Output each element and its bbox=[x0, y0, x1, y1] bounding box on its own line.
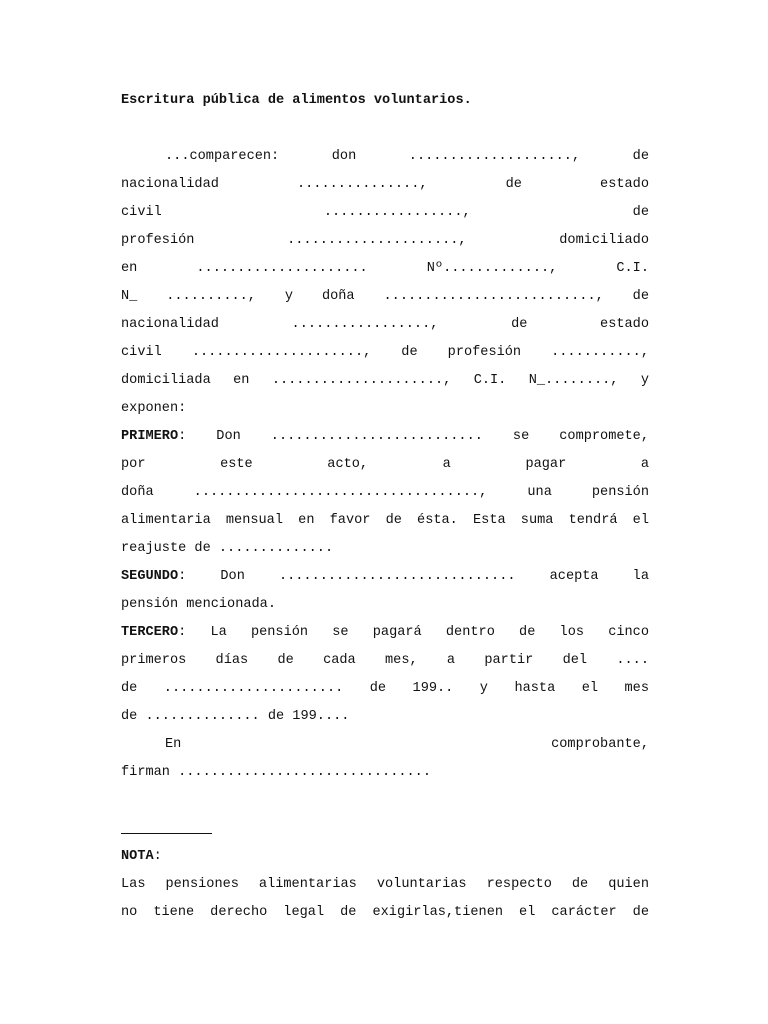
clause-primero: PRIMERO: Don .......................... se compromete, bbox=[121, 429, 649, 444]
note-label: NOTA bbox=[121, 849, 154, 864]
paragraph-line: domiciliada en ....................., C.I. N_........, y bbox=[121, 373, 649, 388]
paragraph-line: en ..................... Nº............., C.I. bbox=[121, 261, 649, 276]
document-title: Escritura pública de alimentos voluntarios. bbox=[121, 93, 472, 108]
paragraph-line: de ...................... de 199.. y hasta el mes bbox=[121, 681, 649, 696]
paragraph-line: nacionalidad ..............., de estado bbox=[121, 177, 649, 192]
clause-label: TERCERO bbox=[121, 625, 179, 640]
paragraph-line: exponen: bbox=[121, 401, 187, 416]
paragraph-line: civil ....................., de profesión ..........., bbox=[121, 345, 649, 360]
paragraph-line: ...comparecen: don ...................., de bbox=[165, 149, 649, 164]
clause-segundo: SEGUNDO: Don ............................. acepta la bbox=[121, 569, 649, 584]
paragraph-line: alimentaria mensual en favor de ésta. Esta suma tendrá el bbox=[121, 513, 649, 528]
closing-signature-line: firman ............................... bbox=[121, 765, 431, 780]
clause-label: SEGUNDO bbox=[121, 569, 179, 584]
paragraph-line: pensión mencionada. bbox=[121, 597, 276, 612]
paragraph-line: civil ................., de bbox=[121, 205, 649, 220]
paragraph-line: profesión ....................., domiciliado bbox=[121, 233, 649, 248]
paragraph-line: de .............. de 199.... bbox=[121, 709, 350, 724]
closing-line: En comprobante, bbox=[165, 737, 649, 752]
clause-label: PRIMERO bbox=[121, 429, 179, 444]
note-line: Las pensiones alimentarias voluntarias respecto de quien bbox=[121, 877, 649, 892]
note-heading: NOTA: bbox=[121, 849, 162, 864]
footnote-divider bbox=[121, 833, 212, 834]
paragraph-line: doña ..................................., una pensión bbox=[121, 485, 649, 500]
paragraph-line: reajuste de .............. bbox=[121, 541, 334, 556]
paragraph-line: por este acto, a pagar a bbox=[121, 457, 649, 472]
paragraph-line: primeros días de cada mes, a partir del .... bbox=[121, 653, 649, 668]
paragraph-line: N_ .........., y doña .........................., de bbox=[121, 289, 649, 304]
note-line: no tiene derecho legal de exigirlas,tienen el carácter de bbox=[121, 905, 649, 920]
clause-tercero: TERCERO: La pensión se pagará dentro de los cinco bbox=[121, 625, 649, 640]
paragraph-line: nacionalidad ................., de estado bbox=[121, 317, 649, 332]
